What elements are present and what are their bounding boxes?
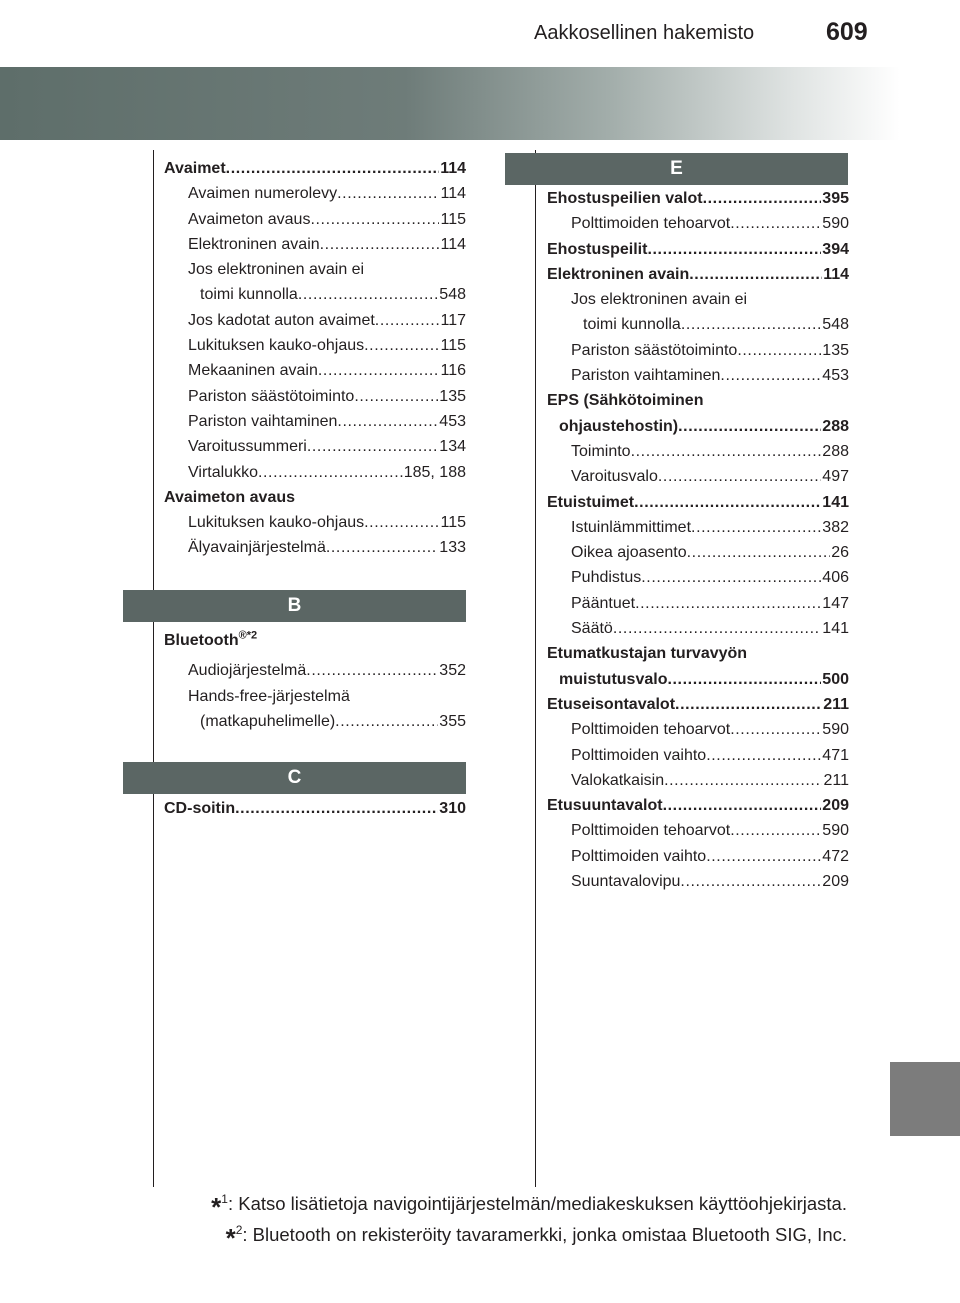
entry-term: Audiojärjestelmä <box>188 662 307 680</box>
entry-term: Polttimoiden tehoarvot <box>571 822 731 840</box>
entry-page-number: 135 <box>822 341 849 359</box>
entry-term: Älyavainjärjestelmä <box>188 539 326 557</box>
entry-page-number: 116 <box>440 362 466 380</box>
index-entry[interactable] <box>164 333 466 358</box>
footnote-asterisk: * <box>211 1192 222 1222</box>
dot-leader <box>364 510 439 535</box>
index-entry[interactable] <box>164 181 466 206</box>
entry-term: Avaimeton avaus <box>164 488 296 506</box>
header-band <box>0 67 900 140</box>
entry-page-number: 115 <box>440 514 466 532</box>
index-entry[interactable] <box>547 540 849 565</box>
entry-page-number: 114 <box>440 160 466 177</box>
entry-term: Jos elektroninen avain ei <box>571 291 748 309</box>
footnote-asterisk: * <box>225 1223 236 1253</box>
entry-page-number: 114 <box>440 185 466 203</box>
entry-term: Varoitussummeri <box>188 438 307 456</box>
index-entry[interactable] <box>547 768 849 793</box>
index-entry[interactable] <box>164 709 466 734</box>
dot-leader <box>298 282 438 307</box>
dot-leader <box>318 358 440 383</box>
entry-term: Lukituksen kauko-ohjaus <box>188 337 365 355</box>
entry-term: Polttimoiden tehoarvot <box>571 721 731 739</box>
entry-page-number: 590 <box>822 215 849 233</box>
page-number: 609 <box>826 18 868 46</box>
footnote-2: *$^2$: Bluetooth on rekisteröity tavaramerkki, jonka omistaa Bluetooth SIG, Inc. <box>225 1222 847 1253</box>
entry-term: EPS (Sähkötoiminen <box>547 392 704 410</box>
index-section-b <box>164 628 466 734</box>
index-entry[interactable] <box>164 282 466 307</box>
entry-term: Avaimeton avaus <box>188 210 311 228</box>
dot-leader <box>307 434 438 459</box>
entry-page-number: 453 <box>439 412 466 430</box>
entry-term: toimi kunnolla <box>583 316 681 334</box>
entry-term: Etuseisontavalot <box>547 695 676 713</box>
index-entry[interactable] <box>164 510 466 535</box>
entry-page-number: 471 <box>822 746 849 764</box>
entry-term: Puhdistus <box>571 569 642 587</box>
entry-page-number: 209 <box>822 873 849 891</box>
dot-leader <box>681 312 821 337</box>
index-entry[interactable] <box>547 363 849 388</box>
entry-page-number: 135 <box>439 387 466 405</box>
index-entry[interactable] <box>547 414 849 439</box>
entry-page-number: 395 <box>822 190 849 207</box>
entry-term: Ehostuspeilit <box>547 240 648 258</box>
index-entry[interactable] <box>164 156 466 181</box>
entry-page-number: 211 <box>823 695 849 713</box>
entry-term: Polttimoiden vaihto <box>571 746 707 764</box>
entry-page-number: 115 <box>440 337 466 355</box>
entry-page-number: 500 <box>822 670 849 688</box>
index-entry[interactable] <box>164 434 466 459</box>
index-entry[interactable] <box>547 439 849 464</box>
index-entry[interactable] <box>547 818 849 843</box>
entry-term: Etumatkustajan turvavyön <box>547 645 748 663</box>
entry-term: CD-soitin <box>164 800 236 817</box>
dot-leader <box>730 818 821 843</box>
index-entry[interactable] <box>547 641 849 666</box>
column-divider-right <box>535 150 536 1187</box>
index-entry[interactable] <box>547 464 849 489</box>
dot-leader <box>647 237 821 262</box>
column-divider-left <box>153 150 154 1187</box>
index-entry[interactable] <box>164 658 466 683</box>
dot-leader <box>337 181 439 206</box>
index-section-a <box>164 156 466 561</box>
index-entry[interactable] <box>547 287 849 312</box>
index-entry[interactable] <box>547 312 849 337</box>
index-entry[interactable] <box>547 616 849 641</box>
entry-page-number: 209 <box>822 797 849 815</box>
index-entry[interactable] <box>547 338 849 363</box>
index-entry[interactable] <box>164 409 466 434</box>
entry-page-number: 394 <box>822 240 849 258</box>
entry-term: Pariston säästötoiminto <box>188 387 355 405</box>
entry-page-number: 117 <box>440 311 466 329</box>
entry-term: Hands-free-järjestelmä <box>188 687 350 705</box>
index-thumb-tab[interactable] <box>890 1062 960 1136</box>
entry-page-number: 497 <box>822 468 849 486</box>
dot-leader <box>703 186 822 211</box>
entry-page-number: 382 <box>822 518 849 536</box>
index-entry[interactable] <box>547 262 849 287</box>
dot-leader <box>691 515 821 540</box>
section-header-b: B <box>123 590 466 622</box>
index-entry[interactable] <box>164 232 466 257</box>
index-entry[interactable] <box>547 211 849 236</box>
entry-page-number: 288 <box>822 417 849 435</box>
index-entry[interactable] <box>164 684 466 709</box>
entry-term: Mekaaninen avain <box>188 362 318 380</box>
entry-page-number: 141 <box>822 493 849 511</box>
entry-term: Valokatkaisin <box>571 771 665 789</box>
entry-term: Pariston säästötoiminto <box>571 341 738 359</box>
dot-leader <box>306 658 438 683</box>
index-entry[interactable] <box>547 515 849 540</box>
index-entry[interactable] <box>164 207 466 232</box>
entry-page-number: 185, 188 <box>403 463 466 481</box>
index-heading-bluetooth[interactable]: Bluetooth$^{®*2}$ <box>164 629 258 649</box>
dot-leader <box>337 409 438 434</box>
dot-leader <box>375 308 440 333</box>
dot-leader <box>310 207 439 232</box>
entry-term: ohjaustehostin) <box>559 417 679 435</box>
dot-leader <box>364 333 439 358</box>
index-entry[interactable] <box>547 793 849 818</box>
dot-leader <box>641 565 821 590</box>
entry-term: Varoitusvalo <box>571 468 658 486</box>
entry-page-number: 548 <box>439 286 466 304</box>
dot-leader <box>335 709 438 734</box>
dot-leader <box>326 535 438 560</box>
entry-page-number: 26 <box>831 544 849 562</box>
entry-page-number: 114 <box>440 235 466 253</box>
index-entry[interactable] <box>547 717 849 742</box>
entry-page-number: 133 <box>439 539 466 557</box>
dot-leader <box>706 844 821 869</box>
entry-page-number: 141 <box>822 620 849 638</box>
entry-term: Ehostuspeilien valot <box>547 190 703 207</box>
entry-term: Avaimet <box>164 160 226 177</box>
dot-leader <box>687 540 831 565</box>
index-entry[interactable] <box>547 237 849 262</box>
index-entry[interactable] <box>164 358 466 383</box>
index-entry[interactable] <box>164 384 466 409</box>
entry-term: (matkapuhelimelle) <box>200 712 336 730</box>
entry-page-number: 310 <box>439 800 466 817</box>
entry-term: Istuinlämmittimet <box>571 518 692 536</box>
index-entry[interactable] <box>164 535 466 560</box>
dot-leader <box>658 464 821 489</box>
dot-leader <box>258 460 403 485</box>
index-entry[interactable] <box>547 692 849 717</box>
entry-page-number: 147 <box>822 594 849 612</box>
entry-term: Säätö <box>571 620 613 638</box>
dot-leader <box>354 384 438 409</box>
section-header-c: C <box>123 762 466 794</box>
entry-term: Etusuuntavalot <box>547 797 663 815</box>
entry-term: Pariston vaihtaminen <box>571 367 721 385</box>
entry-page-number: 590 <box>822 721 849 739</box>
entry-page-number: 355 <box>439 712 466 730</box>
dot-leader <box>730 717 821 742</box>
entry-page-number: 288 <box>822 442 849 460</box>
dot-leader <box>737 338 821 363</box>
entry-term: Elektroninen avain <box>547 265 690 283</box>
entry-term: Etuistuimet <box>547 493 635 511</box>
entry-page-number: 211 <box>823 771 849 789</box>
entry-term: Pariston vaihtaminen <box>188 412 338 430</box>
index-entry[interactable] <box>547 844 849 869</box>
dot-leader <box>631 439 822 464</box>
entry-term: toimi kunnolla <box>200 286 298 304</box>
index-entry[interactable] <box>547 591 849 616</box>
index-entry[interactable] <box>547 743 849 768</box>
dot-leader <box>235 796 438 821</box>
entry-page-number: 134 <box>439 438 466 456</box>
entry-term: Pääntuet <box>571 594 636 612</box>
index-entry[interactable] <box>547 565 849 590</box>
index-section-e <box>547 186 849 894</box>
index-entry[interactable] <box>164 460 466 485</box>
dot-leader <box>226 156 440 181</box>
index-entry[interactable] <box>164 257 466 282</box>
entry-term: Virtalukko <box>188 463 258 481</box>
footnote-1: *$^1$: Katso lisätietoja navigointijärjestelmän/mediakeskuksen käyttöohjekirjasta. <box>211 1191 847 1222</box>
index-entry[interactable] <box>547 667 849 692</box>
entry-term: Suuntavalovipu <box>571 873 681 891</box>
index-entry[interactable] <box>164 485 466 510</box>
dot-leader <box>320 232 440 257</box>
dot-leader <box>634 490 821 515</box>
index-entry[interactable] <box>547 869 849 894</box>
entry-page-number: 548 <box>822 316 849 334</box>
dot-leader <box>675 692 822 717</box>
dot-leader <box>720 363 821 388</box>
index-entry[interactable] <box>547 388 849 413</box>
index-section-c <box>164 796 466 821</box>
entry-page-number: 115 <box>440 210 466 228</box>
dot-leader <box>689 262 822 287</box>
entry-term: Oikea ajoasento <box>571 544 687 562</box>
entry-term: Jos elektroninen avain ei <box>188 261 365 279</box>
entry-term: Avaimen numerolevy <box>188 185 338 203</box>
section-title: Aakkosellinen hakemisto <box>534 22 755 44</box>
entry-term: Lukituksen kauko-ohjaus <box>188 514 365 532</box>
entry-page-number: 590 <box>822 822 849 840</box>
index-entry[interactable] <box>547 186 849 211</box>
entry-term: Polttimoiden tehoarvot <box>571 215 731 233</box>
dot-leader <box>678 414 821 439</box>
entry-page-number: 472 <box>822 847 849 865</box>
entry-term: Elektroninen avain <box>188 235 320 253</box>
section-header-e: E <box>505 153 848 185</box>
entry-page-number: 114 <box>823 265 849 283</box>
entry-term: Polttimoiden vaihto <box>571 847 707 865</box>
entry-page-number: 352 <box>439 662 466 680</box>
dot-leader <box>613 616 821 641</box>
entry-page-number: 453 <box>822 367 849 385</box>
dot-leader <box>663 793 822 818</box>
dot-leader <box>730 211 821 236</box>
trademark-footnote-mark: ®*2 <box>238 629 258 642</box>
dot-leader <box>664 768 822 793</box>
entry-page-number: 406 <box>822 569 849 587</box>
dot-leader <box>667 667 821 692</box>
index-entry[interactable] <box>164 308 466 333</box>
index-list-b <box>164 658 466 734</box>
index-entry[interactable] <box>547 490 849 515</box>
entry-term: Jos kadotat auton avaimet <box>188 311 375 329</box>
dot-leader <box>635 591 821 616</box>
dot-leader <box>680 869 821 894</box>
entry-term: muistutusvalo <box>559 670 668 688</box>
entry-term: Toiminto <box>571 442 631 460</box>
dot-leader <box>706 743 821 768</box>
index-entry[interactable] <box>164 796 466 821</box>
